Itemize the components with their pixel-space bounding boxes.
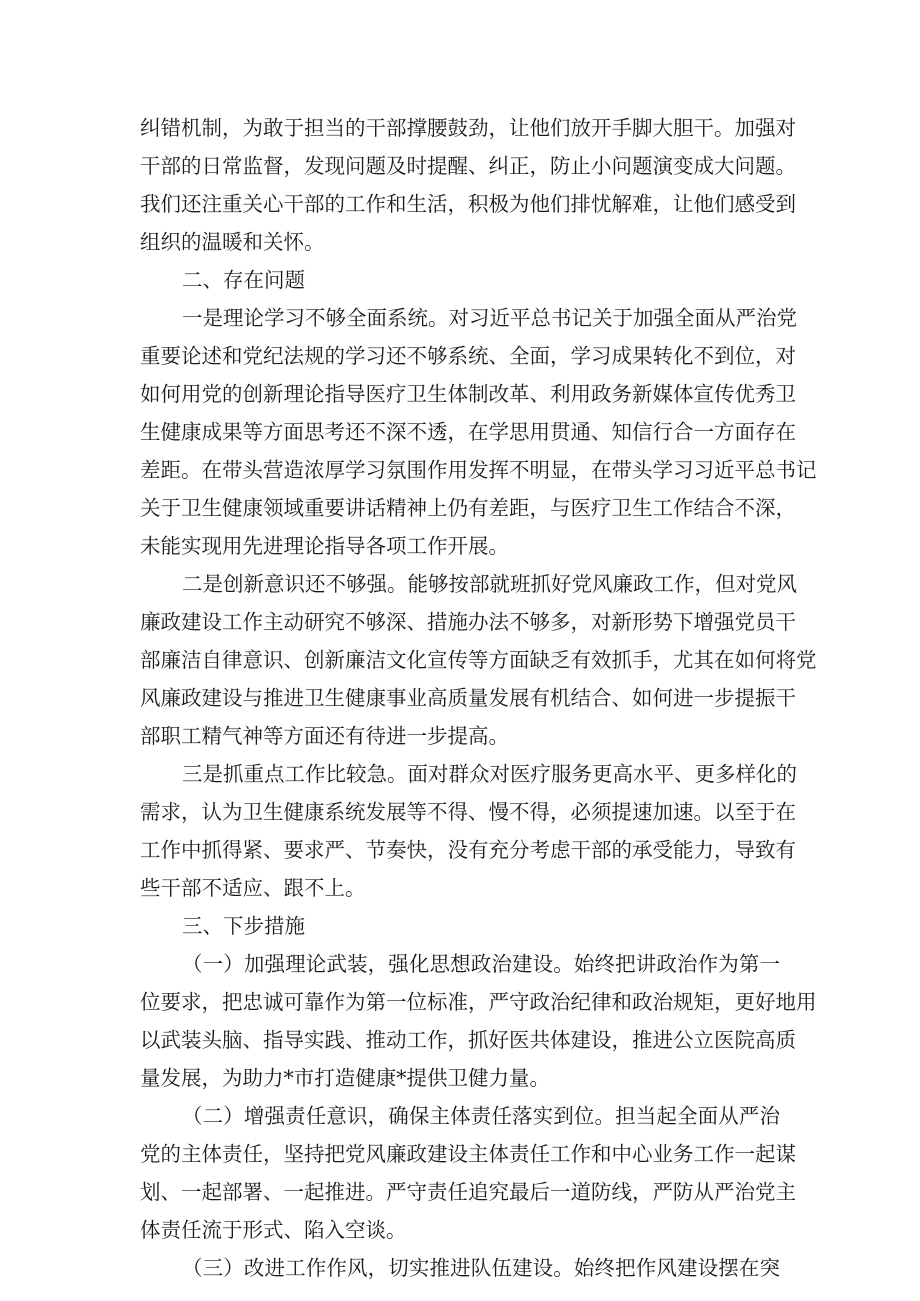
paragraph-line: 量发展，为助力*市打造健康*提供卫健力量。 <box>140 1066 550 1090</box>
paragraph-line: 体责任流于形式、陷入空谈。 <box>140 1218 407 1242</box>
paragraph-line: （一）加强理论武装，强化思想政治建设。始终把讲政治作为第一 <box>182 952 780 976</box>
paragraph-line: 差距。在带头营造浓厚学习氛围作用发挥不明显，在带头学习习近平总书记 <box>140 458 817 482</box>
paragraph-line: 关于卫生健康领域重要讲话精神上仍有差距，与医疗卫生工作结合不深， <box>140 496 796 520</box>
paragraph-line: 一是理论学习不够全面系统。对习近平总书记关于加强全面从严治党 <box>182 306 797 330</box>
paragraph-line: 我们还注重关心干部的工作和生活，积极为他们排忧解难，让他们感受到 <box>140 192 796 216</box>
paragraph-line: 二是创新意识还不够强。能够按部就班抓好党风廉政工作，但对党风 <box>182 572 797 596</box>
paragraph-line: 党的主体责任，坚持把党风廉政建设主体责任工作和中心业务工作一起谋 <box>140 1142 796 1166</box>
section-heading: 二、存在问题 <box>182 268 305 292</box>
paragraph-line: 生健康成果等方面思考还不深不透，在学思用贯通、知信行合一方面存在 <box>140 420 796 444</box>
paragraph-line: 廉政建设工作主动研究不够深、措施办法不够多，对新形势下增强党员干 <box>140 610 796 634</box>
paragraph-line: 划、一起部署、一起推进。严守责任追究最后一道防线，严防从严治党主 <box>140 1180 796 1204</box>
paragraph-line: 未能实现用先进理论指导各项工作开展。 <box>140 534 509 558</box>
paragraph-line: （三）改进工作作风，切实推进队伍建设。始终把作风建设摆在突 <box>182 1256 780 1280</box>
paragraph-line: 部廉洁自律意识、创新廉洁文化宣传等方面缺乏有效抓手，尤其在如何将党 <box>140 648 817 672</box>
paragraph-line: 风廉政建设与推进卫生健康事业高质量发展有机结合、如何进一步提振干 <box>140 686 796 710</box>
paragraph-line: 部职工精气神等方面还有待进一步提高。 <box>140 724 509 748</box>
paragraph-line: 如何用党的创新理论指导医疗卫生体制改革、利用政务新媒体宣传优秀卫 <box>140 382 796 406</box>
paragraph-line: 位要求，把忠诚可靠作为第一位标准，严守政治纪律和政治规矩，更好地用 <box>140 990 817 1014</box>
paragraph-line: 重要论述和党纪法规的学习还不够系统、全面，学习成果转化不到位，对 <box>140 344 796 368</box>
paragraph-line: 纠错机制，为敢于担当的干部撑腰鼓劲，让他们放开手脚大胆干。加强对 <box>140 116 796 140</box>
paragraph-line: 以武装头脑、指导实践、推动工作，抓好医共体建设，推进公立医院高质 <box>140 1028 796 1052</box>
paragraph-line: 干部的日常监督，发现问题及时提醒、纠正，防止小问题演变成大问题。 <box>140 154 796 178</box>
paragraph-line: （二）增强责任意识，确保主体责任落实到位。担当起全面从严治 <box>182 1104 780 1128</box>
paragraph-line: 三是抓重点工作比较急。面对群众对医疗服务更高水平、更多样化的 <box>182 762 797 786</box>
paragraph-line: 需求，认为卫生健康系统发展等不得、慢不得，必须提速加速。以至于在 <box>140 800 796 824</box>
paragraph-line: 工作中抓得紧、要求严、节奏快，没有充分考虑干部的承受能力，导致有 <box>140 838 796 862</box>
paragraph-line: 组织的温暖和关怀。 <box>140 230 325 254</box>
section-heading: 三、下步措施 <box>182 914 305 938</box>
paragraph-line: 些干部不适应、跟不上。 <box>140 876 366 900</box>
